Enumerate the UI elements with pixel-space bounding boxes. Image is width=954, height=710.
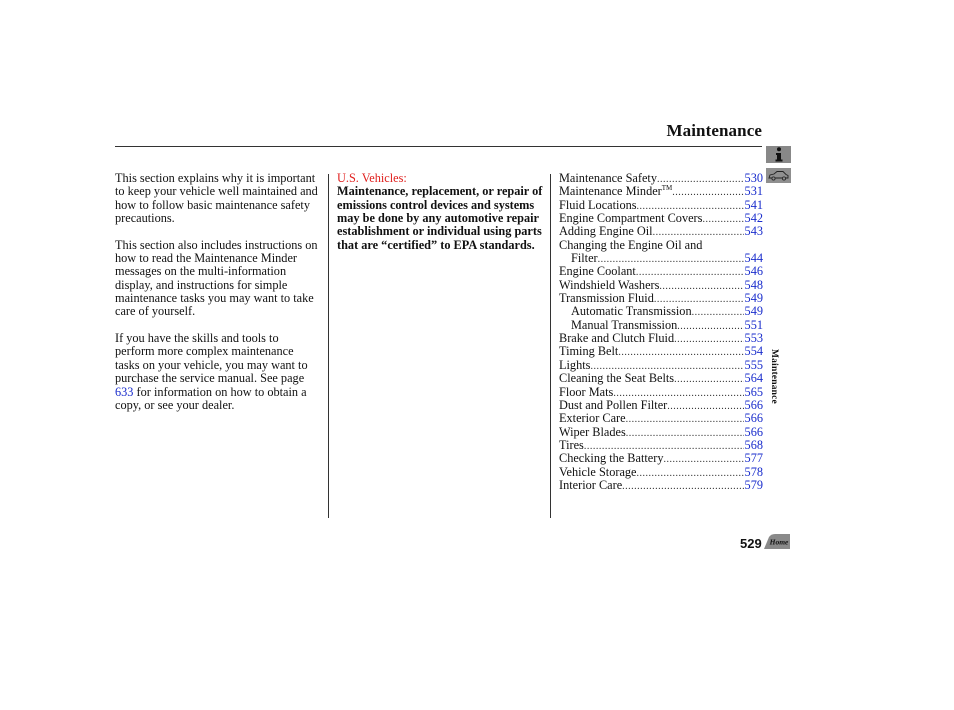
intro-column [115, 172, 320, 412]
toc-item-fluid-locations[interactable]: Fluid Locations ..... 541 [559, 199, 763, 212]
home-button[interactable] [763, 533, 791, 550]
toc-item-engine-coolant[interactable]: Engine Coolant ..... 546 [559, 265, 763, 278]
toc-page-link[interactable]: 551 [744, 317, 763, 332]
page-number: 529 [740, 536, 762, 551]
intro-p3-text-end: for information on how to obtain a copy, or see your dealer. [115, 384, 307, 412]
toc-item-tires[interactable]: Tires ..... 568 [559, 439, 763, 452]
toc-page-link[interactable]: 577 [744, 451, 763, 466]
toc-page-link[interactable]: 568 [744, 437, 763, 452]
home-label: Home [769, 537, 789, 547]
toc-item-automatic-transmission[interactable]: Automatic Transmission ..... 549 [559, 305, 763, 318]
toc-item-windshield-washers[interactable]: Windshield Washers ..... 548 [559, 279, 763, 292]
toc-item-manual-transmission[interactable]: Manual Transmission ..... 551 [559, 319, 763, 332]
toc-item-cleaning-seat-belts[interactable]: Cleaning the Seat Belts ..... 564 [559, 372, 763, 385]
emissions-notice [337, 172, 545, 252]
header-rule [115, 146, 762, 147]
toc-item-changing-oil-line2[interactable]: Filter ..... 544 [559, 252, 763, 265]
toc-item-transmission-fluid[interactable]: Transmission Fluid ..... 549 [559, 292, 763, 305]
intro-paragraph-2: This section also includes instructions on how to read the Maintenance Minder messages on the multi-information display, and instructions for simple maintenance tasks you may want to take care of yourself. [115, 237, 318, 319]
toc-page-link[interactable]: 579 [744, 477, 763, 492]
toc-item-vehicle-storage[interactable]: Vehicle Storage ..... 578 [559, 466, 763, 479]
toc-page-link[interactable]: 544 [744, 251, 763, 266]
notice-heading: U.S. Vehicles: [337, 171, 407, 185]
toc-item-changing-oil-line1[interactable]: Changing the Engine Oil and [559, 237, 703, 252]
toc-page-link[interactable]: 566 [744, 411, 763, 426]
toc-page-link[interactable]: 530 [744, 171, 763, 185]
toc-page-link[interactable]: 546 [744, 264, 763, 279]
toc-page-link[interactable]: 543 [744, 224, 763, 239]
toc-item-maintenance-safety[interactable]: Maintenance Safety ..... 530 [559, 172, 763, 185]
toc-item-timing-belt[interactable]: Timing Belt ..... 554 [559, 345, 763, 358]
home-icon [763, 533, 791, 550]
table-of-contents [559, 172, 763, 492]
section-side-tab: Maintenance [769, 349, 779, 404]
toc-page-link[interactable]: 531 [744, 184, 763, 199]
toc-item-maintenance-minder[interactable]: Maintenance Minder™ ..... 531 [559, 185, 763, 198]
toc-page-link[interactable]: 549 [744, 304, 763, 319]
toc-item-brake-clutch-fluid[interactable]: Brake and Clutch Fluid ..... 553 [559, 332, 763, 345]
toc-page-link[interactable]: 541 [744, 197, 763, 212]
toc-page-link[interactable]: 553 [744, 331, 763, 346]
toc-page-link[interactable]: 548 [744, 277, 763, 292]
toc-item-adding-engine-oil[interactable]: Adding Engine Oil ..... 543 [559, 225, 763, 238]
intro-p3-text: If you have the skills and tools to perform more complex maintenance tasks on your vehicle, you may want to purchase the service manual. See page [115, 331, 308, 386]
column-divider-2 [550, 174, 551, 518]
page-title: Maintenance [666, 121, 762, 140]
toc-page-link[interactable]: 565 [744, 384, 763, 399]
toc-item-engine-compartment-covers[interactable]: Engine Compartment Covers ..... 542 [559, 212, 763, 225]
toc-page-link[interactable]: 566 [744, 424, 763, 439]
toc-page-link[interactable]: 578 [744, 464, 763, 479]
toc-item-lights[interactable]: Lights ..... 555 [559, 359, 763, 372]
toc-item-wiper-blades[interactable]: Wiper Blades ..... 566 [559, 426, 763, 439]
toc-page-link[interactable]: 555 [744, 357, 763, 372]
toc-item-floor-mats[interactable]: Floor Mats ..... 565 [559, 386, 763, 399]
toc-page-link[interactable]: 566 [744, 397, 763, 412]
toc-item-interior-care[interactable]: Interior Care ..... 579 [559, 479, 763, 492]
intro-paragraph-1: This section explains why it is important to keep your vehicle well maintained and how to follow basic maintenance safety precautions. [115, 171, 318, 226]
notice-body: Maintenance, replacement, or repair of emissions control devices and systems may be done by any automotive repair establishment or individual using parts that are “certified” to EPA standards. [337, 184, 543, 252]
toc-page-link[interactable]: 542 [744, 211, 763, 226]
toc-item-dust-pollen-filter[interactable]: Dust and Pollen Filter ..... 566 [559, 399, 763, 412]
car-icon[interactable] [766, 168, 791, 183]
toc-page-link[interactable]: 549 [744, 291, 763, 306]
toc-item-exterior-care[interactable]: Exterior Care ..... 566 [559, 412, 763, 425]
toc-item-checking-battery[interactable]: Checking the Battery ..... 577 [559, 452, 763, 465]
service-manual-page-link[interactable]: 633 [115, 384, 134, 399]
info-icon[interactable] [766, 146, 791, 163]
trademark-mark: TM [661, 184, 673, 193]
column-divider-1 [328, 174, 329, 518]
intro-paragraph-3 [115, 332, 320, 412]
toc-page-link[interactable]: 564 [744, 371, 763, 386]
toc-page-link[interactable]: 554 [744, 344, 763, 359]
